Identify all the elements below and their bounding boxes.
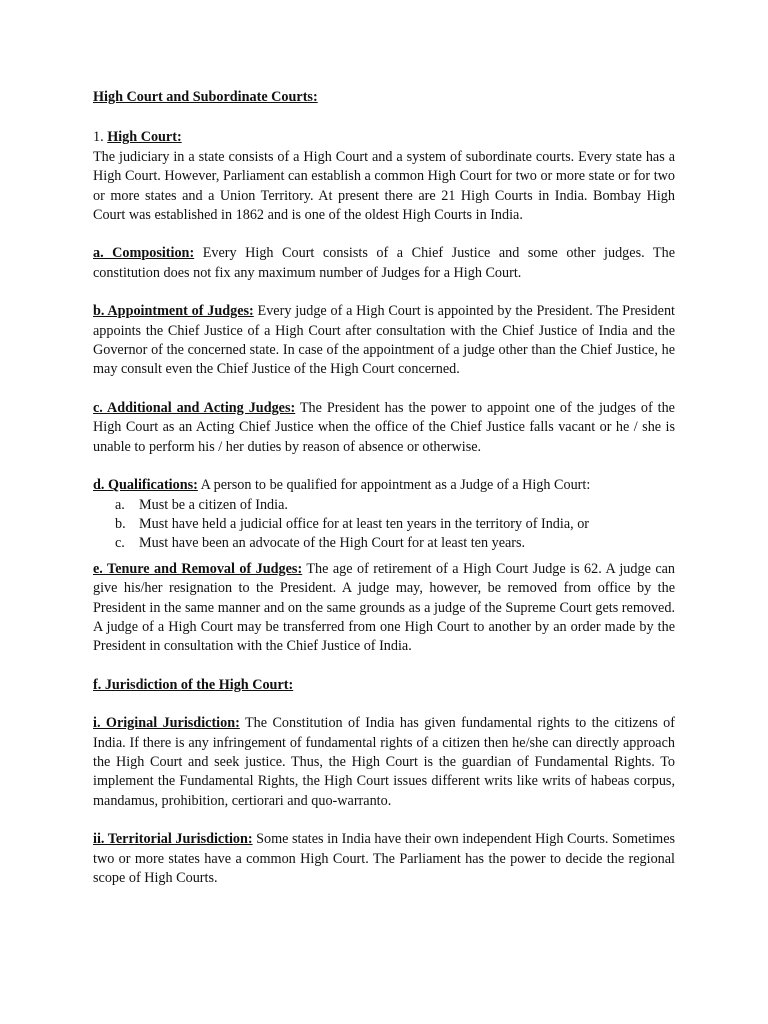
qualifications-text: A person to be qualified for appointment as a Judge of a High Court: xyxy=(197,477,591,494)
list-item-text: Must have been an advocate of the High Court for at least ten years. xyxy=(139,535,526,552)
list-marker: a. xyxy=(115,496,125,513)
tenure-heading: e. Tenure and Removal of Judges: xyxy=(93,560,303,577)
section-title: High Court: xyxy=(107,129,182,146)
high-court-intro-paragraph: The judiciary in a state consists of a High Court and a system of subordinate courts. Every state has a High Court. However, Parliament can establish a common High Court for two or more state or for two or more states and a Union Territory. At present there are 21 High Courts in India. Bombay High Court was established in 1862 and is one of the oldest High Courts in India. xyxy=(93,148,675,224)
list-item xyxy=(115,496,675,515)
tenure-text: The age of retirement of a High Court Judge is 62. A judge can give his/her resignation to the President. A judge may, however, be removed from office by the President in the same manner and on the same grounds as a judge of the Supreme Court gets removed. A judge of a High Court may be transferred from one High Court to another by an order made by the President in consultation with the Chief Justice of India. xyxy=(93,560,676,655)
appointment-text: Every judge of a High Court is appointed by the President. The President appoints the Chief Justice of a High Court after consultation with the Chief Justice of India and the Governor of the concerned state. In case of the appointment of a judge other than the Chief Justice, he may consult even the Chief Justice of the High Court concerned. xyxy=(93,303,675,378)
document-page xyxy=(93,88,675,888)
appointment-heading: b. Appointment of Judges: xyxy=(93,303,254,320)
qualifications-paragraph xyxy=(93,476,675,495)
composition-paragraph xyxy=(93,244,675,283)
list-item-text: Must have held a judicial office for at least ten years in the territory of India, or xyxy=(139,515,590,532)
section-heading-high-court xyxy=(93,128,675,147)
territorial-jurisdiction-text: Some states in India have their own independent High Courts. Sometimes two or more states have a common High Court. The Parliament has the power to decide the regional scope of High Courts. xyxy=(93,831,676,886)
appointment-paragraph xyxy=(93,302,675,380)
original-jurisdiction-heading: i. Original Jurisdiction: xyxy=(93,715,240,732)
original-jurisdiction-text: The Constitution of India has given fundamental rights to the citizens of India. If there is any infringement of fundamental rights of a citizen then he/she can directly approach the High Court and seek justice. Thus, the High Court is the guardian of Fundamental Rights. To implement the Fundamental Rights, the High Court issues different writs like writs of habeas corpus, mandamus, prohibition, certiorari and quo-warranto. xyxy=(93,715,675,809)
list-item xyxy=(115,515,675,534)
list-item-text: Must be a citizen of India. xyxy=(139,496,288,513)
section-number: 1. xyxy=(93,129,104,146)
additional-judges-heading: c. Additional and Acting Judges: xyxy=(93,399,296,416)
additional-judges-paragraph xyxy=(93,399,675,457)
original-jurisdiction-paragraph xyxy=(93,714,675,811)
list-item xyxy=(115,534,675,553)
list-marker: b. xyxy=(115,515,126,532)
composition-text: Every High Court consists of a Chief Justice and some other judges. The constitution does not fix any maximum number of Judges for a High Court. xyxy=(93,245,675,281)
territorial-jurisdiction-paragraph xyxy=(93,830,675,888)
list-marker: c. xyxy=(115,535,125,552)
additional-judges-text: The President has the power to appoint one of the judges of the High Court as an Acting Chief Justice when the office of the Chief Justice falls vacant or he / she is unable to perform his / her duties by reason of absence or otherwise. xyxy=(93,399,675,455)
document-title: High Court and Subordinate Courts: xyxy=(93,89,318,105)
territorial-jurisdiction-heading: ii. Territorial Jurisdiction: xyxy=(93,831,253,848)
qualifications-heading: d. Qualifications: xyxy=(93,477,198,494)
jurisdiction-heading: f. Jurisdiction of the High Court: xyxy=(93,676,294,693)
qualifications-list xyxy=(93,496,675,554)
tenure-paragraph xyxy=(93,560,675,657)
composition-heading: a. Composition: xyxy=(93,245,195,262)
